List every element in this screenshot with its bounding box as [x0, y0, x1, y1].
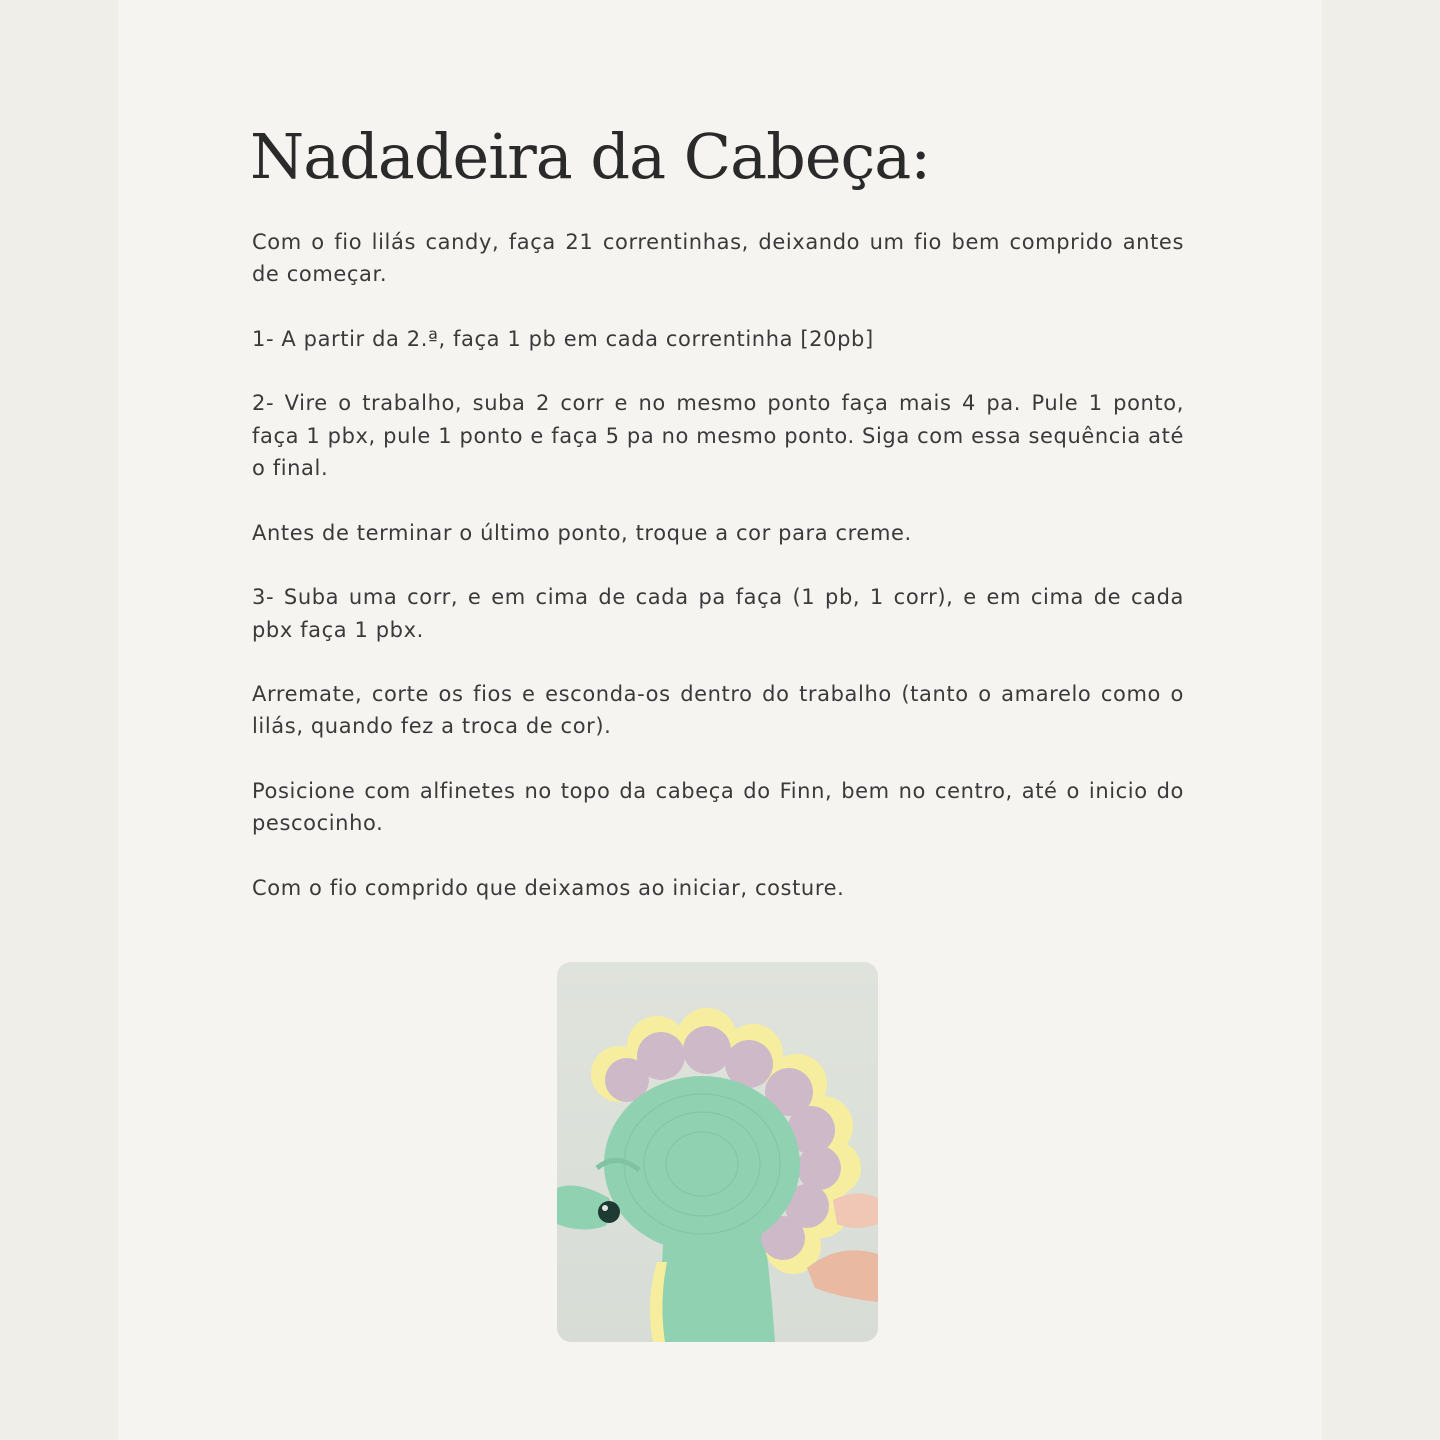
instructions-text	[252, 226, 1184, 937]
paragraph-position: Posicione com alfinetes no topo da cabeça do Finn, bem no centro, até o inicio do pescocinho.	[252, 779, 1184, 836]
paragraph-intro: Com o fio lilás candy, faça 21 correntinhas, deixando um fio bem comprido antes de começar.	[252, 230, 1184, 287]
eye-icon	[598, 1201, 620, 1223]
paragraph-step-1: 1- A partir da 2.ª, faça 1 pb em cada correntinha [20pb]	[252, 326, 874, 351]
amigurumi-illustration	[557, 962, 878, 1342]
finger-top	[833, 1193, 878, 1228]
paragraph-step-2: 2- Vire o trabalho, suba 2 corr e no mesmo ponto faça mais 4 pa. Pule 1 ponto, faça 1 pbx, pule 1 ponto e faça 5 pa no mesmo ponto. Siga com essa sequência até o final.	[252, 391, 1184, 481]
paragraph-sew: Com o fio comprido que deixamos ao iniciar, costure.	[252, 875, 845, 900]
paragraph-color-change: Antes de terminar o último ponto, troque a cor para creme.	[252, 520, 912, 545]
page-title: Nadadeira da Cabeça:	[250, 120, 931, 193]
paragraph-finish: Arremate, corte os fios e esconda-os dentro do trabalho (tanto o amarelo como o lilás, quando fez a troca de cor).	[252, 682, 1184, 739]
paragraph-step-3: 3- Suba uma corr, e em cima de cada pa faça (1 pb, 1 corr), e em cima de cada pbx faça 1 pbx.	[252, 585, 1184, 642]
amigurumi-photo	[557, 962, 878, 1342]
